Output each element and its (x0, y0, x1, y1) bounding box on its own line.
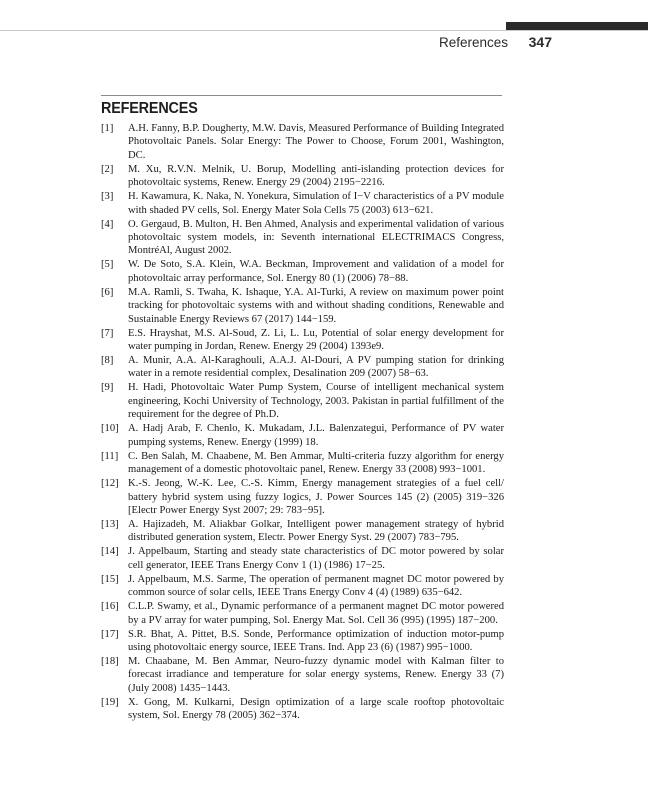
reference-text: H. Hadi, Photovoltaic Water Pump System, Course of intelligent mechanical system engineering, Kochi University of Technology, 2003. Pakistan in partial fulfillment of the requirement for the degree of Ph.D. (128, 382, 504, 421)
reference-number: [3] (101, 191, 114, 203)
reference-number: [18] (101, 655, 119, 667)
reference-item (101, 600, 504, 627)
running-head: References (438, 35, 508, 50)
reference-item (101, 327, 504, 354)
reference-item (101, 422, 504, 449)
reference-number: [7] (101, 327, 114, 339)
reference-text: E.S. Hrayshat, M.S. Al-Soud, Z. Li, L. Lu, Potential of solar energy development for water pumping in Jordan, Renew. Energy 29 (2004) 1393e9. (128, 327, 504, 353)
reference-text: S.R. Bhat, A. Pittet, B.S. Sonde, Performance optimization of induction motor-pump using photovoltaic energy source, IEEE Trans. Ind. App 23 (6) (1987) 995−1000. (128, 628, 504, 653)
reference-text: H. Kawamura, K. Naka, N. Yonekura, Simulation of I−V characteristics of a PV module with shaded PV cells, Sol. Energy Mater Sola Cells 75 (2003) 613−621. (128, 191, 504, 216)
reference-number: [8] (101, 355, 114, 367)
reference-item (101, 218, 504, 258)
reference-text: A. Munir, A.A. Al-Karaghouli, A.A.J. Al-Douri, A PV pumping station for drinking water in a remote residential complex, Desalination 209 (2007) 58−63. (128, 355, 504, 380)
reference-text: J. Appelbaum, Starting and steady state characteristics of DC motor powered by solar cell generator, IEEE Trans Energy Conv 1 (1) (1986) 17−25. (128, 546, 504, 571)
reference-text: O. Gergaud, B. Multon, H. Ben Ahmed, Analysis and experimental validation of various photovoltaic system models, in: Seventh international ELECTRIMACS Congress, MontréAl, August 2002. (128, 218, 504, 257)
reference-text: A. Hadj Arab, F. Chenlo, K. Mukadam, J.L. Balenzategui, Performance of PV water pumping systems, Renew. Energy (1999) 18. (128, 423, 504, 448)
reference-item (101, 381, 504, 421)
reference-text: A.H. Fanny, B.P. Dougherty, M.W. Davis, Measured Performance of Building Integrated Photovoltaic Panels. Solar Energy: The Power to Choose, Forum 2001, Washington, DC. (128, 123, 504, 161)
section-title: REFERENCES (101, 100, 198, 117)
reference-number: [16] (101, 601, 119, 613)
reference-list (101, 122, 504, 723)
reference-text: M. Xu, R.V.N. Melnik, U. Borup, Modelling anti-islanding protection devices for photovoltaic systems, Renew. Energy 29 (2004) 2195−2216. (128, 163, 504, 189)
reference-item (101, 628, 504, 655)
reference-text: X. Gong, M. Kulkarni, Design optimization of a large scale rooftop photovoltaic system, Sol. Energy 78 (2005) 362−374. (128, 696, 504, 722)
reference-number: [13] (101, 518, 119, 530)
reference-item (101, 477, 504, 517)
reference-number: [6] (101, 286, 114, 298)
reference-number: [10] (101, 423, 119, 435)
reference-text: M. Chaabane, M. Ben Ammar, Neuro-fuzzy dynamic model with Kalman filter to forecast irradiance and temperature for solar energy systems, Renew. Energy 33 (7) (July 2008) 1435−1443. (128, 655, 504, 694)
reference-item (101, 518, 504, 545)
reference-item (101, 573, 504, 600)
section-rule (101, 95, 502, 96)
reference-item (101, 655, 504, 695)
reference-text: W. De Soto, S.A. Klein, W.A. Beckman, Improvement and validation of a model for photovoltaic array performance, Sol. Energy 80 (1) (2006) 78−88. (128, 259, 504, 284)
reference-item (101, 286, 504, 326)
reference-text: J. Appelbaum, M.S. Sarme, The operation of permanent magnet DC motor powered by common source of solar cells, IEEE Trans Energy Conv 4 (4) (1989) 635−642. (128, 573, 504, 599)
reference-number: [14] (101, 546, 119, 558)
reference-number: [9] (101, 382, 114, 394)
reference-text: C.L.P. Swamy, et al., Dynamic performance of a permanent magnet DC motor powered by a PV array for water pumping, Sol. Energy Mat. Sol. Cell 36 (995) (1995) 187−200. (128, 601, 504, 626)
reference-item (101, 122, 504, 162)
reference-item (101, 450, 504, 477)
reference-number: [4] (101, 218, 114, 230)
reference-item (101, 545, 504, 572)
reference-number: [11] (101, 450, 119, 462)
reference-item (101, 190, 504, 217)
reference-text: A. Hajizadeh, M. Aliakbar Golkar, Intelligent power management strategy of hybrid distributed generation system, Electr. Power Energy Syst. 29 (2007) 783−795. (128, 518, 504, 544)
reference-item (101, 163, 504, 190)
reference-number: [17] (101, 628, 119, 640)
reference-item (101, 354, 504, 381)
reference-number: [2] (101, 163, 114, 175)
reference-number: [5] (101, 259, 114, 271)
header-rule (0, 30, 648, 31)
reference-text: K.-S. Jeong, W.-K. Lee, C.-S. Kimm, Energy management strategies of a fuel cell/ battery hybrid system using fuzzy logics, J. Power Sources 145 (2) (2005) 319−326 [Electr Power Energy Syst 2007; 29: 783−95]. (128, 478, 504, 516)
reference-number: [15] (101, 573, 119, 585)
reference-item (101, 258, 504, 285)
reference-text: C. Ben Salah, M. Chaabene, M. Ben Ammar, Multi-criteria fuzzy algorithm for energy management of a domestic photovoltaic panel, Renew. Energy 33 (2008) 993−1001. (128, 450, 504, 476)
reference-number: [19] (101, 696, 119, 708)
page-number: 347 (528, 34, 552, 50)
reference-text: M.A. Ramli, S. Twaha, K. Ishaque, Y.A. Al-Turki, A review on maximum power point tracking for photovoltaic systems with and without shading conditions, Renewable and Sustainable Energy Reviews 67 (2017) 144−159. (128, 286, 504, 325)
reference-number: [12] (101, 478, 119, 490)
reference-number: [1] (101, 123, 114, 134)
reference-item (101, 696, 504, 723)
header-accent-bar (506, 22, 648, 30)
